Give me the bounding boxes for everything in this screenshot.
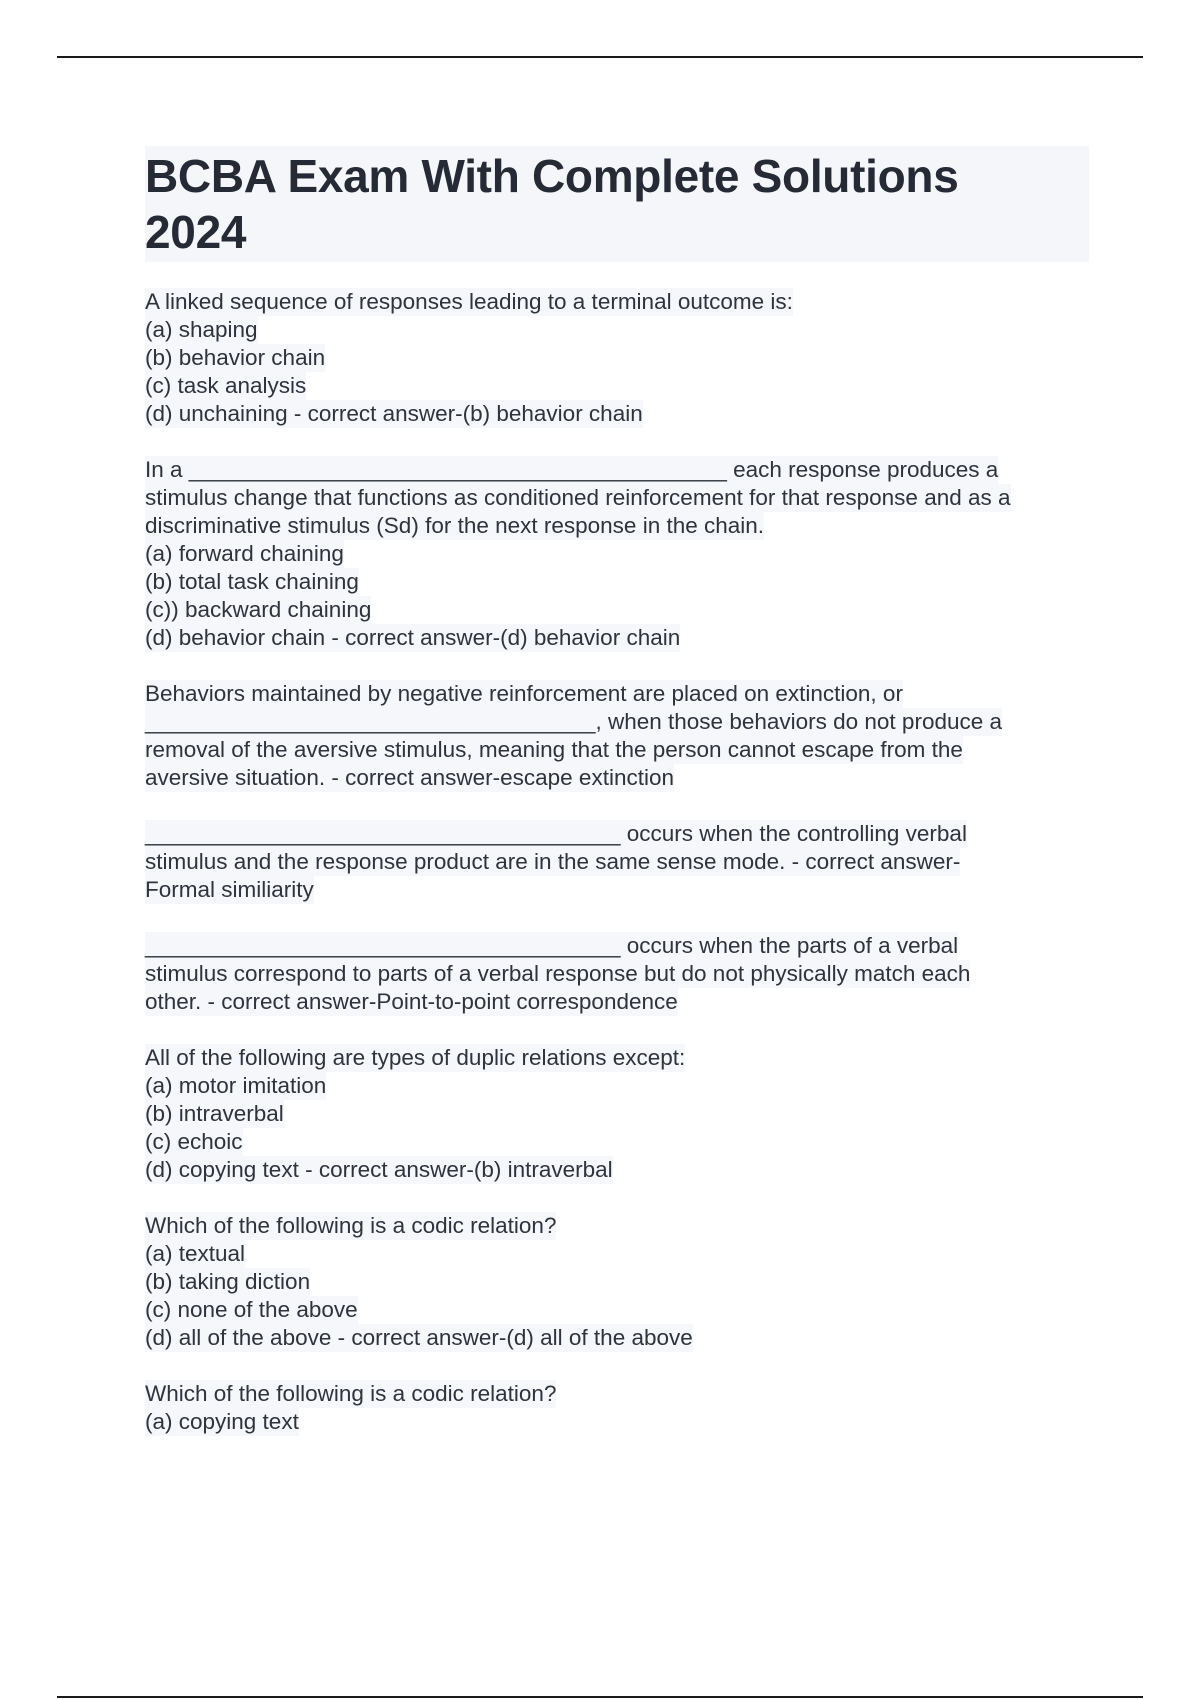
question-list xyxy=(145,288,1089,1436)
question-text-line: (a) textual xyxy=(145,1241,246,1266)
question-text-line: (c) none of the above xyxy=(145,1297,358,1322)
question-text-line: (b) intraverbal xyxy=(145,1101,284,1126)
question-text-line: Which of the following is a codic relation? xyxy=(145,1213,557,1238)
document-title xyxy=(145,148,1089,260)
top-page-rule xyxy=(57,56,1143,58)
question-text-line: (a) forward chaining xyxy=(145,541,344,566)
title-line-1: BCBA Exam With Complete Solutions xyxy=(145,150,959,202)
question-text-line: (d) all of the above - correct answer-(d) all of the above xyxy=(145,1325,693,1350)
question-text-line: (b) taking diction xyxy=(145,1269,311,1294)
question-text-line: Formal similiarity xyxy=(145,877,314,902)
bottom-page-rule xyxy=(57,1696,1143,1698)
question-text-line: stimulus and the response product are in the same sense mode. - correct answer- xyxy=(145,849,961,874)
title-block xyxy=(145,146,1089,262)
question-text-line: stimulus correspond to parts of a verbal response but do not physically match each xyxy=(145,961,971,986)
question-text-line: ____________________________________, when those behaviors do not produce a xyxy=(145,709,1003,734)
question-text-line: discriminative stimulus (Sd) for the next response in the chain. xyxy=(145,513,765,538)
question-block xyxy=(145,932,1089,1016)
question-text-line: A linked sequence of responses leading to a terminal outcome is: xyxy=(145,289,793,314)
question-text-line: removal of the aversive stimulus, meaning that the person cannot escape from the xyxy=(145,737,963,762)
question-block xyxy=(145,456,1089,652)
question-block xyxy=(145,1380,1089,1436)
document-body xyxy=(145,146,1089,1464)
question-block xyxy=(145,1044,1089,1184)
question-text-line: In a ___________________________________________ each response produces a xyxy=(145,457,999,482)
question-text-line: Behaviors maintained by negative reinforcement are placed on extinction, or xyxy=(145,681,903,706)
question-block xyxy=(145,288,1089,428)
question-text-line: (a) copying text xyxy=(145,1409,299,1434)
question-text-line: (b) total task chaining xyxy=(145,569,359,594)
question-text-line: stimulus change that functions as conditioned reinforcement for that response and as a xyxy=(145,485,1011,510)
question-text-line: Which of the following is a codic relation? xyxy=(145,1381,557,1406)
question-text-line: aversive situation. - correct answer-escape extinction xyxy=(145,765,674,790)
question-text-line: (d) copying text - correct answer-(b) intraverbal xyxy=(145,1157,613,1182)
question-text-line: (a) motor imitation xyxy=(145,1073,327,1098)
question-text-line: (c)) backward chaining xyxy=(145,597,372,622)
question-text-line: (b) behavior chain xyxy=(145,345,326,370)
question-block xyxy=(145,680,1089,792)
question-text-line: (d) unchaining - correct answer-(b) behavior chain xyxy=(145,401,643,426)
question-text-line: (d) behavior chain - correct answer-(d) behavior chain xyxy=(145,625,681,650)
question-text-line: ______________________________________ occurs when the parts of a verbal xyxy=(145,933,959,958)
question-text-line: (c) echoic xyxy=(145,1129,243,1154)
title-line-2: 2024 xyxy=(145,206,247,258)
question-text-line: ______________________________________ occurs when the controlling verbal xyxy=(145,821,967,846)
question-block xyxy=(145,820,1089,904)
question-text-line: (a) shaping xyxy=(145,317,258,342)
question-text-line: (c) task analysis xyxy=(145,373,307,398)
question-block xyxy=(145,1212,1089,1352)
question-text-line: other. - correct answer-Point-to-point correspondence xyxy=(145,989,678,1014)
question-text-line: All of the following are types of duplic relations except: xyxy=(145,1045,686,1070)
